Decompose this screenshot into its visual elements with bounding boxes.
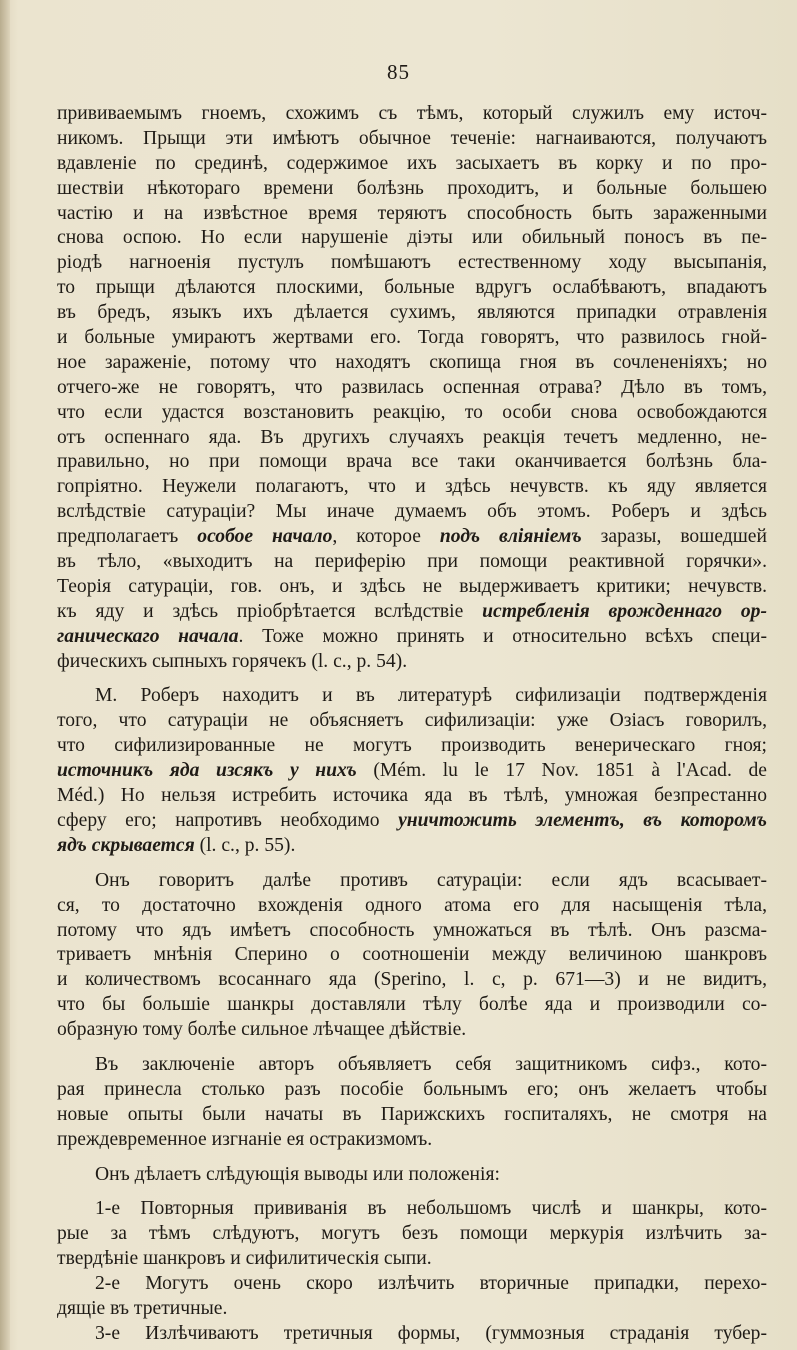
- plain-text: триваетъ мнѣнія Сперино о соотношеніи между величиною шанкровъ: [57, 944, 767, 966]
- plain-text: Въ заключеніе авторъ объявляетъ себя защитникомъ сифз., кото-: [95, 1053, 767, 1075]
- plain-text: заразы, вошедшей: [581, 526, 767, 548]
- plain-text: образную тому болѣе сильное лѣчащее дѣйствіе.: [57, 1019, 467, 1041]
- body-text: [57, 102, 767, 1347]
- text-line: [57, 1272, 767, 1297]
- text-line: [57, 500, 767, 525]
- text-line: [57, 809, 767, 834]
- text-line: [57, 1078, 767, 1103]
- text-line: [57, 251, 767, 276]
- text-line: [57, 993, 767, 1018]
- paragraph-gap: [57, 1153, 767, 1163]
- plain-text: , которое: [332, 526, 440, 548]
- paragraph-gap: [57, 674, 767, 684]
- plain-text: снова оспою. Но если нарушеніе діэты или обильный поносъ въ пе-: [57, 227, 767, 249]
- text-line: [57, 301, 767, 326]
- page-number: 85: [387, 60, 410, 84]
- plain-text: частію и на извѣстное время теряютъ способность быть зараженными: [57, 202, 767, 224]
- plain-text: дящіе въ третичные.: [57, 1297, 228, 1319]
- text-line: [57, 1128, 767, 1153]
- plain-text: рые за тѣмъ слѣдуютъ, могутъ безъ помощи меркурія излѣчить за-: [57, 1223, 767, 1245]
- plain-text: 3-е Излѣчиваютъ третичныя формы, (гуммозныя страданія тубер-: [95, 1322, 767, 1344]
- plain-text: что бы большіе шанкры доставляли тѣлу болѣе яда и производили со-: [57, 994, 767, 1016]
- text-line: [57, 177, 767, 202]
- paragraph-gap: [57, 859, 767, 869]
- plain-text: отъ оспеннаго яда. Въ другихъ случаяхъ реакція течетъ медленно, не-: [57, 426, 767, 448]
- text-line: [57, 525, 767, 550]
- plain-text: ріодѣ нагноенія пустулъ помѣшаютъ естественному ходу высыпанія,: [57, 252, 767, 274]
- plain-text: въ тѣло, «выходитъ на периферію при помощи реактивной горячки».: [57, 551, 767, 573]
- text-line: [57, 202, 767, 227]
- text-line: [57, 326, 767, 351]
- text-line: [57, 1163, 767, 1188]
- text-line: [57, 1018, 767, 1043]
- plain-text: Méd.) Но нельзя истребить источика яда въ тѣлѣ, умножая безпрестанно: [57, 785, 767, 807]
- plain-text: прививаемымъ гноемъ, схожимъ съ тѣмъ, который служилъ ему источ-: [57, 103, 767, 124]
- plain-text: Онъ говоритъ далѣе противъ сатураціи: если ядъ всасывает-: [95, 869, 767, 891]
- text-line: [57, 475, 767, 500]
- text-line: [57, 1222, 767, 1247]
- text-line: [57, 351, 767, 376]
- emphasis-text: уничтожить элементъ, въ которомъ: [398, 809, 767, 831]
- plain-text: что сифилизированные не могутъ производить венерическаго гноя;: [57, 735, 767, 757]
- plain-text: и количествомъ всосаннаго яда (Sperino, l. c, p. 671—3) и не видитъ,: [57, 969, 767, 991]
- text-line: [57, 1297, 767, 1322]
- plain-text: шествіи нѣкотораго времени болѣзнь проходитъ, и больные большею: [57, 177, 767, 199]
- plain-text: 1-е Повторныя прививанія въ небольшомъ числѣ и шанкры, кото-: [95, 1198, 767, 1220]
- text-line: [57, 1103, 767, 1128]
- emphasis-text: ганическаго начала: [57, 625, 239, 647]
- paragraph-gap: [57, 1187, 767, 1197]
- text-line: [57, 709, 767, 734]
- text-line: [57, 869, 767, 894]
- plain-text: сферу его; напротивъ необходимо: [57, 809, 399, 831]
- plain-text: ное зараженіе, потому что находятъ скопища гноя въ сочлененіяхъ; но: [57, 351, 767, 373]
- text-line: [57, 894, 767, 919]
- plain-text: (Mém. lu le 17 Nov. 1851 à l'Acad. de: [356, 760, 767, 782]
- plain-text: ся, то достаточно вхожденія одного атома его для насыщенія тѣла,: [57, 894, 767, 916]
- plain-text: фическихъ сыпныхъ горячекъ (l. c., p. 54).: [57, 650, 408, 672]
- text-line: [57, 426, 767, 451]
- plain-text: въ бредъ, языкъ ихъ дѣлается сухимъ, являются припадки отравленія: [57, 302, 767, 324]
- text-line: [57, 1247, 767, 1272]
- plain-text: вдавленіе по срединѣ, содержимое ихъ засыхаетъ въ корку и по про-: [57, 152, 767, 174]
- text-line: [57, 152, 767, 177]
- text-line: [57, 1197, 767, 1222]
- text-line: [57, 102, 767, 127]
- plain-text: (l. c., p. 55).: [194, 834, 296, 856]
- plain-text: правильно, но при помощи врача все таки оканчивается болѣзнь бла-: [57, 451, 767, 473]
- plain-text: преждевременное изгнаніе ея остракизмомъ.: [57, 1128, 433, 1150]
- text-line: [57, 834, 767, 859]
- text-line: [57, 1322, 767, 1347]
- plain-text: къ яду и здѣсь пріобрѣтается вслѣдствіе: [57, 600, 483, 622]
- text-line: [57, 550, 767, 575]
- plain-text: что если удастся возстановить реакцію, то особи снова освобождаются: [57, 401, 767, 423]
- emphasis-text: особое начало: [197, 526, 333, 548]
- text-line: [57, 650, 767, 675]
- text-line: [57, 401, 767, 426]
- page-binding-edge: [0, 0, 10, 1350]
- text-line: [57, 684, 767, 709]
- text-line: [57, 784, 767, 809]
- emphasis-text: подъ вліяніемъ: [439, 526, 582, 548]
- text-line: [57, 226, 767, 251]
- text-line: [57, 919, 767, 944]
- plain-text: то прыщи дѣлаются плоскими, больные вдругъ ослабѣваютъ, впадаютъ: [57, 277, 767, 299]
- plain-text: и больные умираютъ жертвами его. Тогда говорятъ, что развилось гной-: [57, 327, 767, 349]
- plain-text: рая принесла столько разъ пособіе больнымъ его; онъ желаетъ чтобы: [57, 1078, 767, 1100]
- text-line: [57, 734, 767, 759]
- plain-text: вслѣдствіе сатураціи? Мы иначе думаемъ объ этомъ. Роберъ и здѣсь: [57, 501, 767, 523]
- text-line: [57, 127, 767, 152]
- plain-text: предполагаетъ: [57, 526, 198, 548]
- plain-text: М. Роберъ находитъ и въ литературѣ сифилизаціи подтвержденія: [95, 685, 767, 707]
- text-line: [57, 376, 767, 401]
- plain-text: потому что ядъ имѣетъ способность умножаться въ тѣлѣ. Онъ разсма-: [57, 919, 767, 941]
- plain-text: никомъ. Прыщи эти имѣютъ обычное теченіе: нагнаиваются, получаютъ: [57, 127, 767, 149]
- plain-text: отчего-же не говорятъ, что развилась оспенная отрава? Дѣло въ томъ,: [57, 376, 767, 398]
- text-line: [57, 759, 767, 784]
- plain-text: гопріятно. Неужели полагаютъ, что и здѣсь нечувств. къ яду является: [57, 476, 767, 498]
- text-line: [57, 1053, 767, 1078]
- emphasis-text: ядъ скрывается: [57, 834, 195, 856]
- plain-text: новые опыты были начаты въ Парижскихъ госпиталяхъ, не смотря на: [57, 1103, 767, 1125]
- emphasis-text: источникъ яда изсякъ у нихъ: [57, 760, 357, 782]
- text-line: [57, 968, 767, 993]
- text-line: [57, 575, 767, 600]
- text-line: [57, 625, 767, 650]
- text-line: [57, 450, 767, 475]
- plain-text: твердѣніе шанкровъ и сифилитическія сыпи.: [57, 1248, 432, 1270]
- emphasis-text: истребленія врожденнаго ор-: [482, 600, 767, 622]
- text-line: [57, 600, 767, 625]
- plain-text: 2-е Могутъ очень скоро излѣчить вторичные припадки, перехо-: [95, 1273, 767, 1295]
- plain-text: Онъ дѣлаетъ слѣдующія выводы или положенія:: [95, 1163, 500, 1185]
- text-line: [57, 276, 767, 301]
- plain-text: того, что сатураціи не объясняетъ сифилизаціи: уже Озіасъ говорилъ,: [57, 710, 767, 732]
- paragraph-gap: [57, 1043, 767, 1053]
- plain-text: Теорія сатураціи, гов. онъ, и здѣсь не выдерживаетъ критики; нечувств.: [57, 575, 767, 597]
- plain-text: . Тоже можно принять и относительно всѣхъ специ-: [238, 625, 767, 647]
- text-line: [57, 943, 767, 968]
